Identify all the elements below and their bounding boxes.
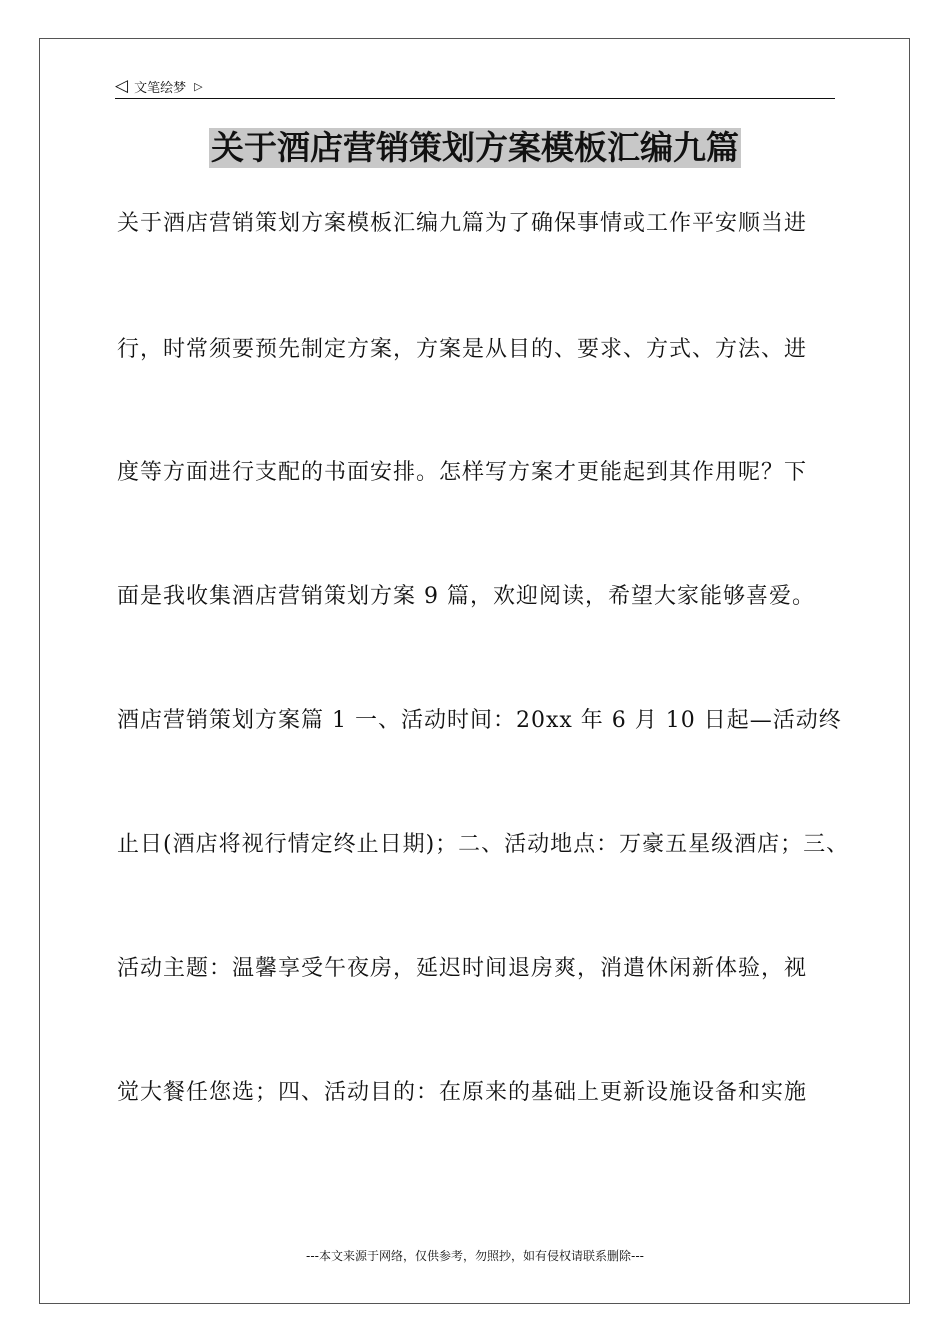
body-line: 度等方面进行支配的书面安排。怎样写方案才更能起到其作用呢？下 xyxy=(117,460,808,485)
body-line: 觉大餐任您选；四、活动目的：在原来的基础上更新设施设备和实施 xyxy=(117,1080,808,1105)
header-text: 文笔绘梦 xyxy=(134,80,187,96)
body-line: 活动主题：温馨享受午夜房，延迟时间退房爽，消遣休闲新体验，视 xyxy=(117,956,808,981)
body-line: 行，时常须要预先制定方案，方案是从目的、要求、方式、方法、进 xyxy=(117,337,808,362)
page-header xyxy=(115,74,835,99)
triangle-left-icon: ◁ xyxy=(115,75,129,96)
document-title: 关于酒店营销策划方案模板汇编九篇 xyxy=(211,128,739,167)
body-line: 面是我收集酒店营销策划方案 9 篇，欢迎阅读，希望大家能够喜爱。 xyxy=(117,584,815,609)
triangle-right-icon: ▷ xyxy=(194,79,203,93)
body-line: 止日(酒店将视行情定终止日期)；二、活动地点：万豪五星级酒店；三、 xyxy=(117,832,850,857)
body-line: 酒店营销策划方案篇 1 一、活动时间：20xx 年 6 月 10 日起—活动终 xyxy=(117,708,842,733)
page-footer: ---本文来源于网络，仅供参考，勿照抄，如有侵权请联系删除--- xyxy=(306,1249,644,1263)
title-container xyxy=(0,128,950,168)
body-line: 关于酒店营销策划方案模板汇编九篇为了确保事情或工作平安顺当进 xyxy=(117,211,808,236)
